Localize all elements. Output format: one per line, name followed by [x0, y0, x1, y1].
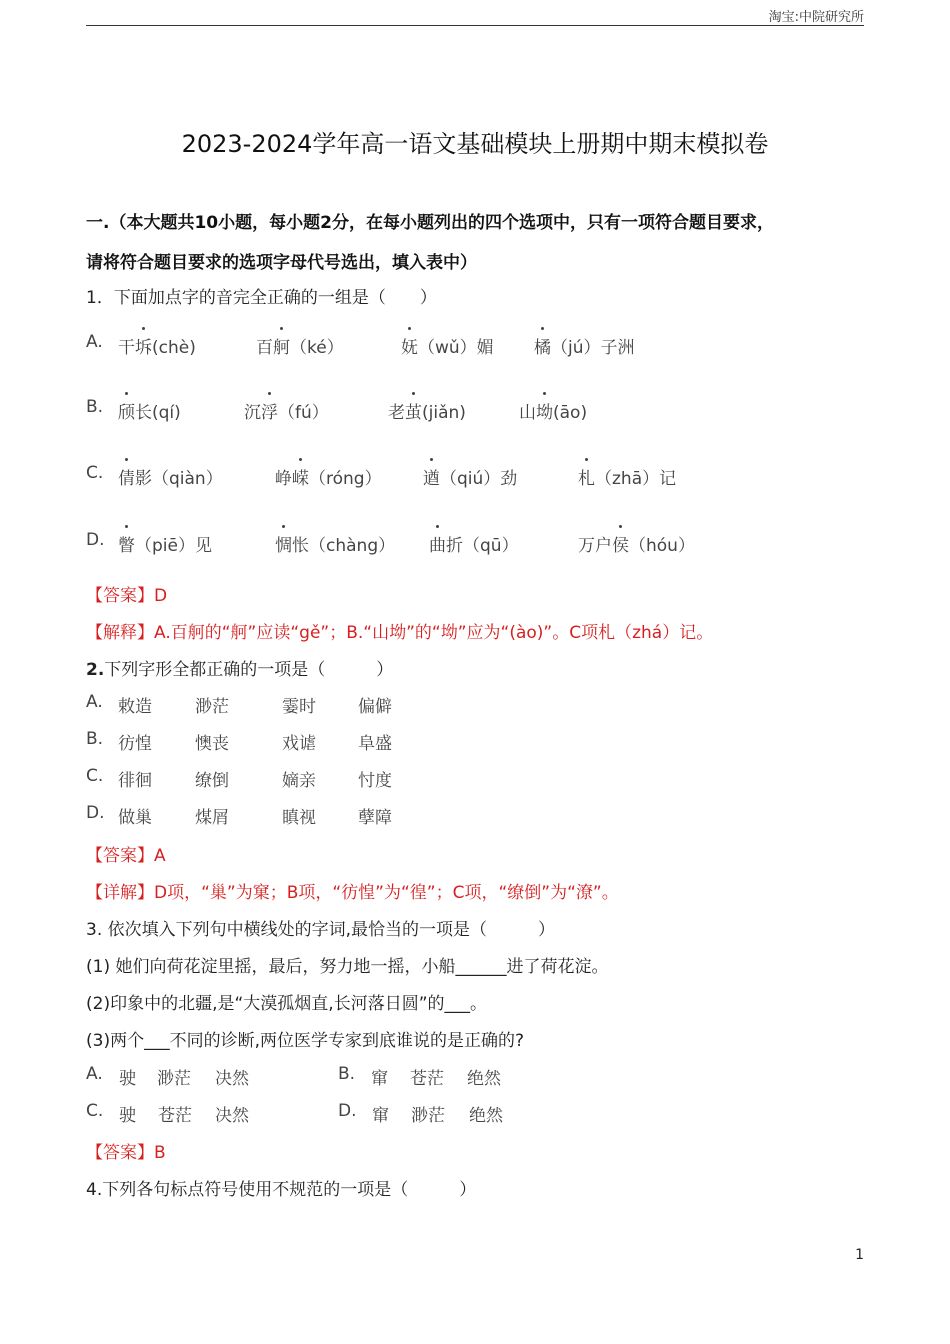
q1-option-b-item-3: 老茧(jiǎn) [388, 398, 466, 423]
q1-option-a-item-2: 百舸（ké） [256, 333, 344, 358]
q1-option-d-item-3: 曲折（qū） [429, 531, 519, 556]
q2-option-a-word: 渺茫 [195, 697, 229, 717]
q3-option-d-word: 渺茫 [411, 1106, 445, 1126]
q1-option-c-item-3: 遒（qiú）劲 [423, 464, 517, 489]
q1-option-d-item-1: 瞥（piē）见 [118, 531, 212, 556]
q1-option-c-item-1: 倩影（qiàn） [118, 464, 223, 489]
q2-option-a-word: 偏僻 [358, 697, 392, 717]
q2-explanation: 【详解】D项，“巢”为窠；B项，“彷惶”为“徨”；C项，“缭倒”为“潦”。 [86, 883, 619, 903]
q3-option-c-word: 决然 [215, 1106, 249, 1126]
q1-option-b-label: B. [86, 397, 104, 417]
q3-option-d-word: 绝然 [469, 1106, 503, 1126]
q3-option-a-label: A. [86, 1064, 103, 1084]
q3-option-b-word: 绝然 [467, 1069, 501, 1089]
section-instructions-line2: 请将符合题目要求的选项字母代号选出，填入表中） [86, 253, 477, 273]
q2-option-d-word: 瞋视 [282, 808, 316, 828]
q3-sentence-1: (1) 她们向荷花淀里摇，最后，努力地一摇，小船______进了荷花淀。 [86, 957, 609, 977]
q2-option-c-word: 嫡亲 [282, 771, 316, 791]
page-title: 2023-2024学年高一语文基础模块上册期中期末模拟卷 [181, 130, 769, 158]
q3-sentence-3: (3)两个___不同的诊断,两位医学专家到底谁说的是正确的? [86, 1031, 525, 1051]
q2-option-c-word: 徘徊 [118, 771, 152, 791]
q2-answer: 【答案】A [86, 846, 166, 866]
q2-option-a-word: 霎时 [282, 697, 316, 717]
q3-option-d-word: 窜 [372, 1106, 389, 1126]
q1-option-c-item-2: 峥嵘（róng） [275, 464, 382, 489]
q2-option-c-label: C. [86, 766, 104, 786]
question-4-stem: 4.下列各句标点符号使用不规范的一项是（ ） [86, 1180, 477, 1200]
q1-answer: 【答案】D [86, 586, 168, 606]
q1-option-d-label: D. [86, 530, 105, 550]
q1-option-c-label: C. [86, 463, 104, 483]
q2-option-b-word: 戏谑 [282, 734, 316, 754]
q2-option-d-word: 孽障 [358, 808, 392, 828]
question-3-stem: 3. 依次填入下列句中横线处的字词,最恰当的一项是（ ） [86, 920, 556, 940]
question-2-stem: 2.下列字形全都正确的一项是（ ） [86, 660, 394, 680]
q3-option-c-word: 苍茫 [158, 1106, 192, 1126]
q2-option-c-word: 缭倒 [195, 771, 229, 791]
header-divider [86, 25, 864, 26]
q1-option-a-item-4: 橘（jú）子洲 [534, 333, 635, 358]
q1-option-d-item-2: 惆怅（chàng） [275, 531, 395, 556]
header-source: 淘宝:中院研究所 [768, 10, 864, 25]
q2-option-b-word: 阜盛 [358, 734, 392, 754]
q3-option-b-label: B. [338, 1064, 356, 1084]
q3-option-b-word: 窜 [371, 1069, 388, 1089]
q2-option-b-word: 彷惶 [118, 734, 152, 754]
q2-option-d-word: 煤屑 [195, 808, 229, 828]
q3-option-d-label: D. [338, 1101, 357, 1121]
q2-option-d-label: D. [86, 803, 105, 823]
q2-option-d-word: 做巢 [118, 808, 152, 828]
q2-option-b-label: B. [86, 729, 104, 749]
q3-option-c-label: C. [86, 1101, 104, 1121]
q1-option-a-item-3: 妩（wǔ）媚 [401, 333, 494, 358]
q2-option-b-word: 懊丧 [195, 734, 229, 754]
q1-option-a-label: A. [86, 332, 103, 352]
q1-option-b-item-2: 沉浮（fú） [244, 398, 329, 423]
q1-option-a-item-1: 干坼(chè) [118, 333, 196, 358]
page-number: 1 [855, 1247, 864, 1263]
q1-option-c-item-4: 札（zhā）记 [578, 464, 676, 489]
q2-option-c-word: 忖度 [358, 771, 392, 791]
question-1-stem: 1．下面加点字的音完全正确的一组是（ ） [86, 288, 437, 308]
q1-explanation: 【解释】A.百舸的“舸”应读“gě”；B.“山坳”的“坳”应为“(ào)”。C项札（zhá）记。 [86, 623, 714, 643]
q1-option-b-item-1: 颀长(qí) [118, 398, 181, 423]
section-instructions-line1: 一.（本大题共10小题，每小题2分，在每小题列出的四个选项中，只有一项符合题目要求， [86, 213, 774, 233]
q2-option-a-label: A. [86, 692, 103, 712]
q3-sentence-2: (2)印象中的北疆,是“大漠孤烟直,长河落日圆”的___。 [86, 994, 488, 1014]
q3-option-a-word: 渺茫 [157, 1069, 191, 1089]
q3-option-a-word: 驶 [119, 1069, 136, 1089]
q1-option-d-item-4: 万户侯（hóu） [578, 531, 695, 556]
q3-option-a-word: 决然 [215, 1069, 249, 1089]
q1-option-b-item-4: 山坳(āo) [519, 398, 587, 423]
q3-option-c-word: 驶 [119, 1106, 136, 1126]
q2-option-a-word: 敕造 [118, 697, 152, 717]
q3-answer: 【答案】B [86, 1143, 166, 1163]
q3-option-b-word: 苍茫 [410, 1069, 444, 1089]
